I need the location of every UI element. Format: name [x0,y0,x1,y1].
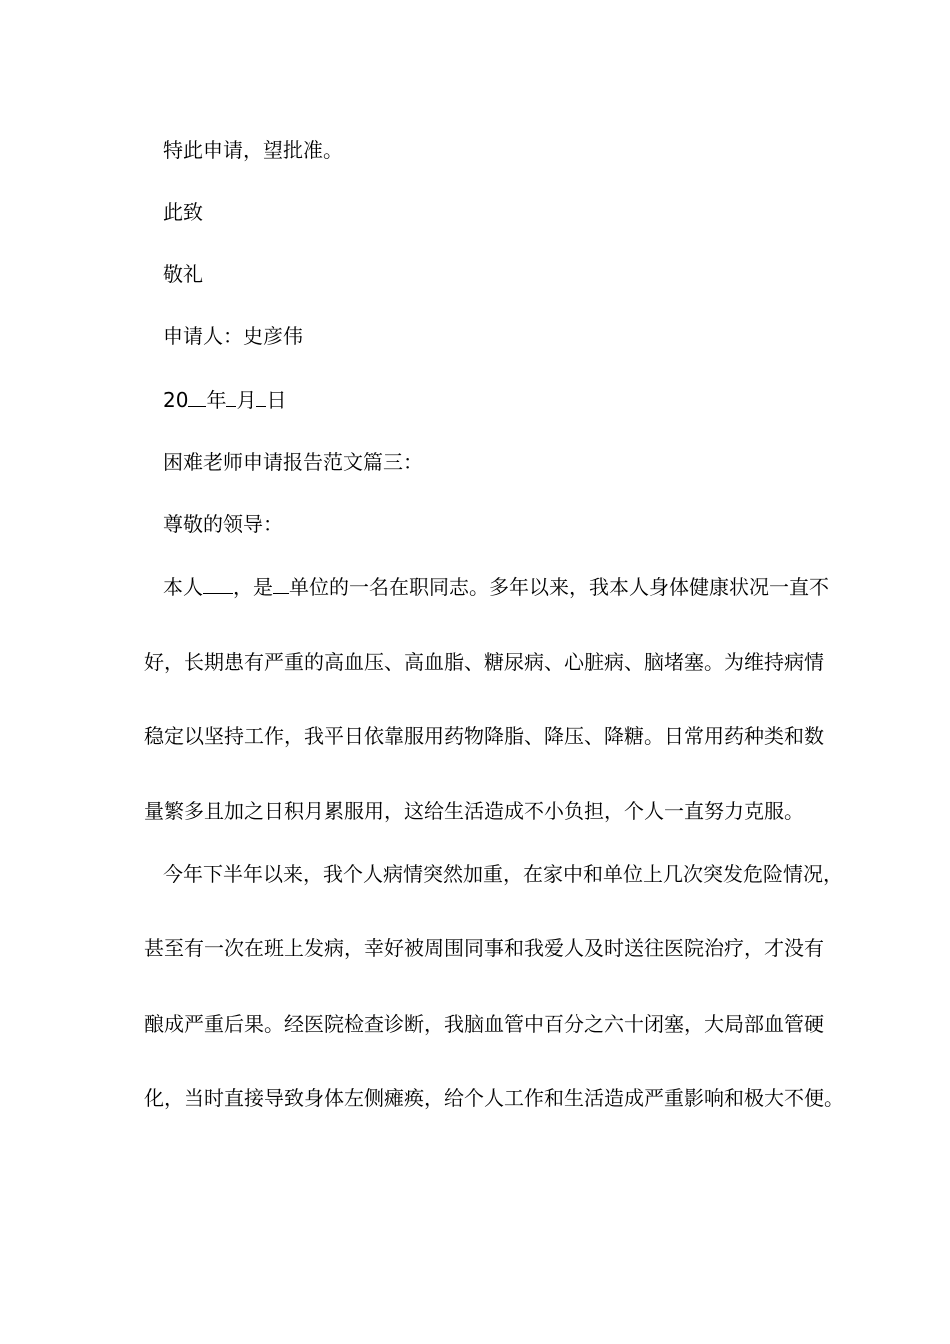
date-line [144,386,833,414]
salute-line: 敬礼 [163,262,203,286]
date-day-blank [256,388,266,407]
p1-text-c: 单位的一名在职同志。多年以来，我本人身体健康状况一直不 [289,575,829,599]
date-month-blank [226,388,236,407]
name-blank [203,575,233,594]
request-line: 特此申请，望批准。 [163,138,343,162]
paragraph1-line2: 好，长期患有严重的高血压、高血脂、糖尿病、心脏病、脑堵塞。为维持病情 [144,650,824,674]
p1-text-a: 本人 [163,575,203,599]
paragraph2-line4: 化，当时直接导致身体左侧瘫痪，给个人工作和生活造成严重影响和极大不便。 [144,1086,844,1110]
date-year-blank [188,388,206,407]
greeting: 尊敬的领导： [163,512,283,536]
paragraph1-line4: 量繁多且加之日积月累服用，这给生活造成不小负担，个人一直努力克服。 [144,799,804,823]
paragraph2-line1: 今年下半年以来，我个人病情突然加重，在家中和单位上几次突发危险情况， [163,862,843,886]
date-day: 日 [266,388,287,412]
paragraph2-line3: 酿成严重后果。经医院检查诊断，我脑血管中百分之六十闭塞，大局部血管硬 [144,1012,824,1036]
paragraph1-line3: 稳定以坚持工作，我平日依靠服用药物降脂、降压、降糖。日常用药种类和数 [144,724,824,748]
date-year: 年 [206,388,227,412]
unit-blank [273,575,289,594]
applicant-line: 申请人：史彦伟 [163,324,303,348]
date-month: 月 [236,388,257,412]
to-line: 此致 [163,200,203,224]
paragraph1-line1 [144,573,833,601]
paragraph2-line2: 甚至有一次在班上发病，幸好被周围同事和我爱人及时送往医院治疗，才没有 [144,936,824,960]
section-title: 困难老师申请报告范文篇三： [163,450,423,474]
p1-text-b: ，是 [233,575,273,599]
date-prefix: 20 [163,388,189,412]
